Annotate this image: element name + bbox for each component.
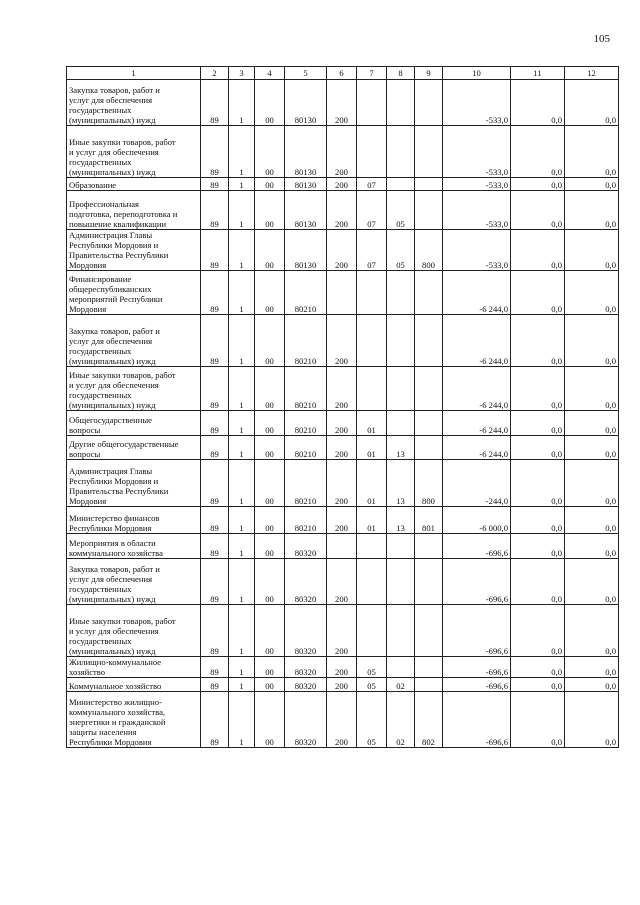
cell-col-10: -6 244,0	[443, 411, 511, 436]
cell-col-9	[415, 315, 443, 367]
row-label: Иные закупки товаров, работ и услуг для обеспечения государственных (муниципальных) нужд	[67, 605, 201, 657]
row-label: Жилищно-коммунальное хозяйство	[67, 657, 201, 678]
cell-col-7: 01	[357, 436, 387, 460]
cell-col-11: 0,0	[511, 605, 565, 657]
cell-col-2: 89	[201, 230, 229, 271]
table-row	[67, 436, 619, 460]
column-header: 3	[229, 67, 255, 80]
cell-col-9	[415, 678, 443, 692]
cell-col-12: 0,0	[565, 80, 619, 126]
cell-col-8	[387, 605, 415, 657]
cell-col-12: 0,0	[565, 315, 619, 367]
cell-col-7	[357, 271, 387, 315]
cell-col-2: 89	[201, 191, 229, 230]
cell-col-10: -533,0	[443, 191, 511, 230]
cell-col-2: 89	[201, 678, 229, 692]
cell-col-3: 1	[229, 559, 255, 605]
cell-col-11: 0,0	[511, 191, 565, 230]
cell-col-9	[415, 191, 443, 230]
cell-col-5: 80130	[285, 80, 327, 126]
cell-col-5: 80210	[285, 507, 327, 534]
row-label: Финансирование общереспубликанских мероприятий Республики Мордовия	[67, 271, 201, 315]
cell-col-12: 0,0	[565, 678, 619, 692]
budget-table	[66, 66, 619, 748]
cell-col-6: 200	[327, 411, 357, 436]
row-label: Образование	[67, 178, 201, 191]
cell-col-9: 800	[415, 230, 443, 271]
cell-col-6: 200	[327, 460, 357, 507]
table-row	[67, 411, 619, 436]
cell-col-2: 89	[201, 559, 229, 605]
cell-col-11: 0,0	[511, 230, 565, 271]
cell-col-5: 80130	[285, 191, 327, 230]
cell-col-7: 07	[357, 178, 387, 191]
cell-col-11: 0,0	[511, 315, 565, 367]
cell-col-11: 0,0	[511, 692, 565, 748]
table-row	[67, 315, 619, 367]
cell-col-3: 1	[229, 460, 255, 507]
cell-col-5: 80320	[285, 605, 327, 657]
cell-col-5: 80320	[285, 678, 327, 692]
table-row	[67, 534, 619, 559]
row-label: Профессиональная подготовка, переподготовка и повышение квалификации	[67, 191, 201, 230]
cell-col-10: -6 000,0	[443, 507, 511, 534]
cell-col-9	[415, 126, 443, 178]
cell-col-3: 1	[229, 436, 255, 460]
cell-col-5: 80210	[285, 271, 327, 315]
cell-col-10: -533,0	[443, 80, 511, 126]
cell-col-2: 89	[201, 507, 229, 534]
cell-col-6: 200	[327, 80, 357, 126]
cell-col-8	[387, 657, 415, 678]
cell-col-5: 80130	[285, 230, 327, 271]
cell-col-2: 89	[201, 657, 229, 678]
column-header: 6	[327, 67, 357, 80]
cell-col-7: 01	[357, 460, 387, 507]
cell-col-10: -696,6	[443, 678, 511, 692]
cell-col-7: 07	[357, 191, 387, 230]
cell-col-8	[387, 178, 415, 191]
cell-col-9	[415, 657, 443, 678]
table-row	[67, 460, 619, 507]
row-label: Мероприятия в области коммунального хозяйства	[67, 534, 201, 559]
cell-col-4: 00	[255, 436, 285, 460]
cell-col-8	[387, 534, 415, 559]
cell-col-11: 0,0	[511, 507, 565, 534]
cell-col-10: -6 244,0	[443, 271, 511, 315]
cell-col-10: -6 244,0	[443, 367, 511, 411]
table-row	[67, 559, 619, 605]
cell-col-9: 801	[415, 507, 443, 534]
cell-col-12: 0,0	[565, 534, 619, 559]
cell-col-12: 0,0	[565, 367, 619, 411]
cell-col-5: 80130	[285, 126, 327, 178]
cell-col-3: 1	[229, 126, 255, 178]
cell-col-6: 200	[327, 559, 357, 605]
cell-col-11: 0,0	[511, 534, 565, 559]
page-number: 105	[593, 33, 610, 45]
cell-col-12: 0,0	[565, 507, 619, 534]
cell-col-11: 0,0	[511, 271, 565, 315]
column-header: 12	[565, 67, 619, 80]
cell-col-3: 1	[229, 178, 255, 191]
cell-col-8	[387, 271, 415, 315]
cell-col-8: 13	[387, 436, 415, 460]
cell-col-12: 0,0	[565, 559, 619, 605]
table-row	[67, 126, 619, 178]
row-label: Иные закупки товаров, работ и услуг для обеспечения государственных (муниципальных) нужд	[67, 126, 201, 178]
cell-col-10: -533,0	[443, 230, 511, 271]
cell-col-4: 00	[255, 678, 285, 692]
cell-col-8: 13	[387, 460, 415, 507]
row-label: Закупка товаров, работ и услуг для обеспечения государственных (муниципальных) нужд	[67, 80, 201, 126]
cell-col-5: 80320	[285, 559, 327, 605]
row-label: Иные закупки товаров, работ и услуг для обеспечения государственных (муниципальных) нужд	[67, 367, 201, 411]
cell-col-3: 1	[229, 534, 255, 559]
table-row	[67, 678, 619, 692]
cell-col-8	[387, 559, 415, 605]
cell-col-11: 0,0	[511, 657, 565, 678]
cell-col-3: 1	[229, 315, 255, 367]
cell-col-11: 0,0	[511, 559, 565, 605]
table-row	[67, 271, 619, 315]
cell-col-2: 89	[201, 692, 229, 748]
cell-col-5: 80320	[285, 692, 327, 748]
cell-col-11: 0,0	[511, 460, 565, 507]
cell-col-12: 0,0	[565, 460, 619, 507]
cell-col-12: 0,0	[565, 605, 619, 657]
cell-col-10: -696,6	[443, 657, 511, 678]
cell-col-7	[357, 534, 387, 559]
cell-col-8: 02	[387, 678, 415, 692]
cell-col-4: 00	[255, 126, 285, 178]
row-label: Общегосударственные вопросы	[67, 411, 201, 436]
cell-col-10: -696,6	[443, 605, 511, 657]
cell-col-6: 200	[327, 126, 357, 178]
column-header: 5	[285, 67, 327, 80]
cell-col-6: 200	[327, 692, 357, 748]
cell-col-4: 00	[255, 460, 285, 507]
cell-col-5: 80210	[285, 436, 327, 460]
cell-col-4: 00	[255, 367, 285, 411]
cell-col-6	[327, 534, 357, 559]
cell-col-11: 0,0	[511, 126, 565, 178]
row-label: Министерство финансов Республики Мордовия	[67, 507, 201, 534]
column-header: 11	[511, 67, 565, 80]
cell-col-8: 05	[387, 191, 415, 230]
cell-col-6: 200	[327, 436, 357, 460]
cell-col-7: 01	[357, 411, 387, 436]
column-header: 1	[67, 67, 201, 80]
cell-col-2: 89	[201, 271, 229, 315]
cell-col-4: 00	[255, 271, 285, 315]
cell-col-9: 800	[415, 460, 443, 507]
cell-col-10: -533,0	[443, 178, 511, 191]
cell-col-4: 00	[255, 657, 285, 678]
cell-col-2: 89	[201, 460, 229, 507]
cell-col-6: 200	[327, 657, 357, 678]
cell-col-10: -6 244,0	[443, 315, 511, 367]
cell-col-6	[327, 271, 357, 315]
cell-col-7	[357, 315, 387, 367]
cell-col-5: 80210	[285, 460, 327, 507]
column-header: 4	[255, 67, 285, 80]
cell-col-8: 02	[387, 692, 415, 748]
row-label: Коммунальное хозяйство	[67, 678, 201, 692]
cell-col-7	[357, 367, 387, 411]
row-label: Другие общегосударственные вопросы	[67, 436, 201, 460]
cell-col-11: 0,0	[511, 678, 565, 692]
cell-col-2: 89	[201, 367, 229, 411]
cell-col-6: 200	[327, 191, 357, 230]
cell-col-7: 01	[357, 507, 387, 534]
cell-col-5: 80210	[285, 411, 327, 436]
cell-col-8	[387, 367, 415, 411]
cell-col-2: 89	[201, 126, 229, 178]
cell-col-7: 05	[357, 692, 387, 748]
cell-col-5: 80210	[285, 315, 327, 367]
cell-col-3: 1	[229, 230, 255, 271]
cell-col-12: 0,0	[565, 271, 619, 315]
cell-col-12: 0,0	[565, 692, 619, 748]
cell-col-3: 1	[229, 271, 255, 315]
cell-col-5: 80210	[285, 367, 327, 411]
cell-col-7: 07	[357, 230, 387, 271]
cell-col-12: 0,0	[565, 411, 619, 436]
cell-col-12: 0,0	[565, 230, 619, 271]
cell-col-11: 0,0	[511, 436, 565, 460]
cell-col-11: 0,0	[511, 80, 565, 126]
table-row	[67, 692, 619, 748]
cell-col-2: 89	[201, 80, 229, 126]
cell-col-12: 0,0	[565, 178, 619, 191]
cell-col-8	[387, 411, 415, 436]
cell-col-2: 89	[201, 411, 229, 436]
cell-col-10: -696,6	[443, 692, 511, 748]
cell-col-3: 1	[229, 692, 255, 748]
row-label: Закупка товаров, работ и услуг для обеспечения государственных (муниципальных) нужд	[67, 315, 201, 367]
cell-col-7	[357, 126, 387, 178]
cell-col-11: 0,0	[511, 178, 565, 191]
cell-col-7	[357, 559, 387, 605]
cell-col-8: 13	[387, 507, 415, 534]
cell-col-9	[415, 534, 443, 559]
cell-col-9	[415, 271, 443, 315]
column-header: 8	[387, 67, 415, 80]
table-row	[67, 230, 619, 271]
cell-col-11: 0,0	[511, 367, 565, 411]
table-row	[67, 605, 619, 657]
cell-col-8	[387, 315, 415, 367]
cell-col-3: 1	[229, 191, 255, 230]
table-row	[67, 367, 619, 411]
cell-col-9	[415, 436, 443, 460]
cell-col-3: 1	[229, 678, 255, 692]
cell-col-10: -6 244,0	[443, 436, 511, 460]
cell-col-5: 80320	[285, 534, 327, 559]
cell-col-3: 1	[229, 605, 255, 657]
cell-col-2: 89	[201, 534, 229, 559]
row-label: Закупка товаров, работ и услуг для обеспечения государственных (муниципальных) нужд	[67, 559, 201, 605]
row-label: Администрация Главы Республики Мордовия и Правительства Республики Мордовия	[67, 230, 201, 271]
cell-col-9	[415, 411, 443, 436]
cell-col-10: -533,0	[443, 126, 511, 178]
column-header: 7	[357, 67, 387, 80]
cell-col-3: 1	[229, 80, 255, 126]
column-header: 10	[443, 67, 511, 80]
cell-col-6: 200	[327, 230, 357, 271]
cell-col-5: 80320	[285, 657, 327, 678]
cell-col-4: 00	[255, 559, 285, 605]
cell-col-9	[415, 80, 443, 126]
row-label: Администрация Главы Республики Мордовия и Правительства Республики Мордовия	[67, 460, 201, 507]
cell-col-4: 00	[255, 178, 285, 191]
cell-col-6: 200	[327, 315, 357, 367]
table-row	[67, 80, 619, 126]
cell-col-9	[415, 605, 443, 657]
cell-col-7: 05	[357, 657, 387, 678]
cell-col-10: -696,6	[443, 534, 511, 559]
cell-col-4: 00	[255, 230, 285, 271]
cell-col-2: 89	[201, 315, 229, 367]
cell-col-5: 80130	[285, 178, 327, 191]
cell-col-12: 0,0	[565, 191, 619, 230]
table-row	[67, 657, 619, 678]
cell-col-9	[415, 367, 443, 411]
cell-col-2: 89	[201, 178, 229, 191]
cell-col-4: 00	[255, 534, 285, 559]
cell-col-7	[357, 80, 387, 126]
cell-col-7	[357, 605, 387, 657]
cell-col-6: 200	[327, 678, 357, 692]
cell-col-3: 1	[229, 367, 255, 411]
cell-col-9	[415, 559, 443, 605]
cell-col-4: 00	[255, 605, 285, 657]
cell-col-4: 00	[255, 411, 285, 436]
cell-col-6: 200	[327, 605, 357, 657]
header-row	[67, 67, 619, 80]
cell-col-4: 00	[255, 315, 285, 367]
cell-col-4: 00	[255, 507, 285, 534]
cell-col-10: -696,6	[443, 559, 511, 605]
cell-col-9	[415, 178, 443, 191]
cell-col-4: 00	[255, 692, 285, 748]
column-header: 2	[201, 67, 229, 80]
table-row	[67, 178, 619, 191]
cell-col-6: 200	[327, 178, 357, 191]
cell-col-12: 0,0	[565, 657, 619, 678]
cell-col-10: -244,0	[443, 460, 511, 507]
cell-col-12: 0,0	[565, 126, 619, 178]
cell-col-12: 0,0	[565, 436, 619, 460]
cell-col-8	[387, 126, 415, 178]
table-row	[67, 191, 619, 230]
cell-col-6: 200	[327, 507, 357, 534]
column-header: 9	[415, 67, 443, 80]
cell-col-3: 1	[229, 657, 255, 678]
cell-col-3: 1	[229, 411, 255, 436]
cell-col-4: 00	[255, 191, 285, 230]
cell-col-11: 0,0	[511, 411, 565, 436]
cell-col-9: 802	[415, 692, 443, 748]
cell-col-2: 89	[201, 605, 229, 657]
cell-col-8	[387, 80, 415, 126]
cell-col-8: 05	[387, 230, 415, 271]
cell-col-7: 05	[357, 678, 387, 692]
table-row	[67, 507, 619, 534]
cell-col-3: 1	[229, 507, 255, 534]
cell-col-4: 00	[255, 80, 285, 126]
row-label: Министерство жилищно- коммунального хозяйства, энергетики и гражданской защиты населения Республики Мордовия	[67, 692, 201, 748]
cell-col-6: 200	[327, 367, 357, 411]
cell-col-2: 89	[201, 436, 229, 460]
